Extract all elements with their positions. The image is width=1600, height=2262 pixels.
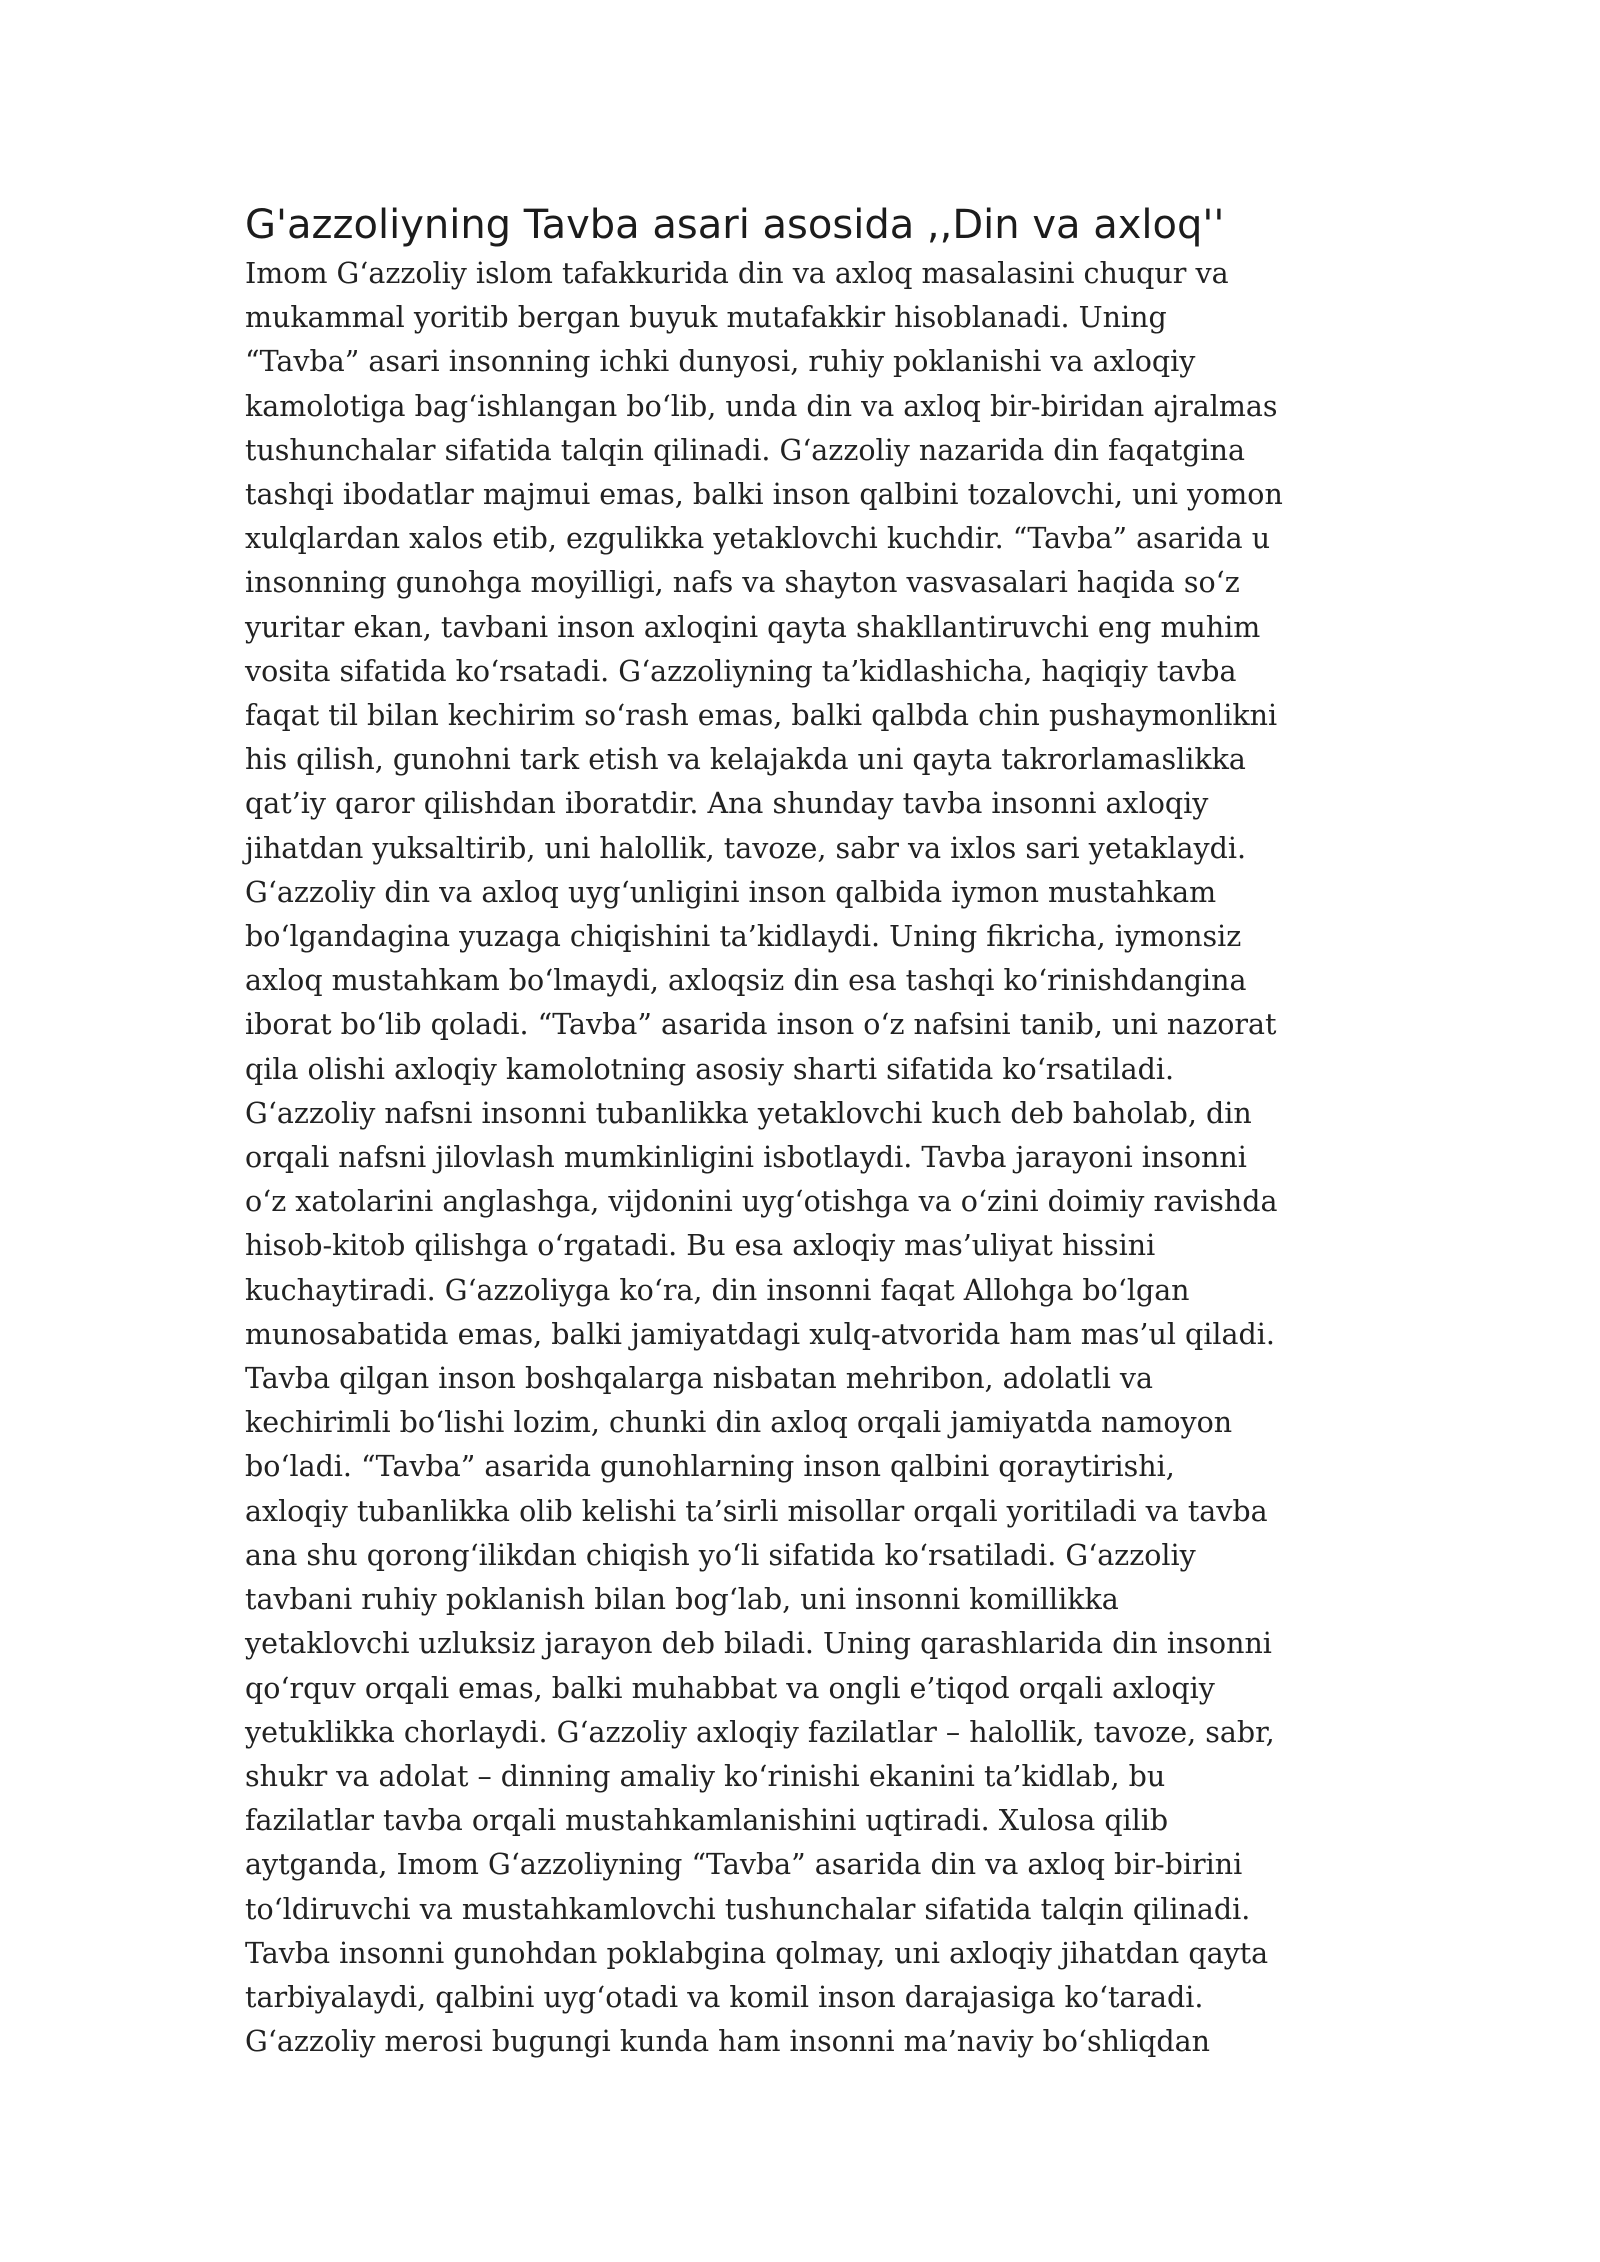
text-line: vosita sifatida ko‘rsatadi. G‘azzoliyning ta’kidlashicha, haqiqiy tavba	[245, 654, 1237, 688]
text-line: xulqlardan xalos etib, ezgulikka yetaklovchi kuchdir. “Tavba” asarida u	[245, 522, 1271, 556]
text-line: orqali nafsni jilovlash mumkinligini isbotlaydi. Tavba jarayoni insonni	[245, 1141, 1247, 1175]
text-line: ana shu qorong‘ilikdan chiqish yo‘li sifatida ko‘rsatiladi. G‘azzoliy	[245, 1538, 1196, 1572]
text-line: hisob-kitob qilishga o‘rgatadi. Bu esa axloqiy mas’uliyat hissini	[245, 1229, 1156, 1263]
text-line: axloq mustahkam bo‘lmaydi, axloqsiz din esa tashqi ko‘rinishdangina	[245, 964, 1247, 998]
text-line: qat’iy qaror qilishdan iboratdir. Ana shunday tavba insonni axloqiy	[245, 787, 1209, 821]
text-line: bo‘ladi. “Tavba” asarida gunohlarning inson qalbini qoraytirishi,	[245, 1450, 1175, 1484]
document-body	[245, 252, 1390, 2064]
text-line: yetaklovchi uzluksiz jarayon deb biladi. Uning qarashlarida din insonni	[245, 1627, 1272, 1661]
text-line: yuritar ekan, tavbani inson axloqini qayta shakllantiruvchi eng muhim	[245, 610, 1261, 644]
text-line: G‘azzoliy nafsni insonni tubanlikka yetaklovchi kuch deb baholab, din	[245, 1096, 1252, 1130]
text-line: kechirimli bo‘lishi lozim, chunki din axloq orqali jamiyatda namoyon	[245, 1406, 1233, 1440]
text-line: fazilatlar tavba orqali mustahkamlanishini uqtiradi. Xulosa qilib	[245, 1804, 1169, 1838]
text-line: munosabatida emas, balki jamiyatdagi xulq-atvorida ham mas’ul qiladi.	[245, 1317, 1275, 1351]
document-content	[245, 198, 1390, 2064]
text-line: aytganda, Imom G‘azzoliyning “Tavba” asarida din va axloq bir-birini	[245, 1848, 1243, 1882]
text-line: Tavba insonni gunohdan poklabgina qolmay, uni axloqiy jihatdan qayta	[245, 1936, 1269, 1970]
text-line: shukr va adolat – dinning amaliy ko‘rinishi ekanini ta’kidlab, bu	[245, 1759, 1166, 1793]
text-line: tarbiyalaydi, qalbini uyg‘otadi va komil inson darajasiga ko‘taradi.	[245, 1980, 1204, 2014]
text-line: “Tavba” asari insonning ichki dunyosi, ruhiy poklanishi va axloqiy	[245, 345, 1196, 379]
text-line: o‘z xatolarini anglashga, vijdonini uyg‘otishga va o‘zini doimiy ravishda	[245, 1185, 1278, 1219]
text-line: tashqi ibodatlar majmui emas, balki inson qalbini tozalovchi, uni yomon	[245, 478, 1283, 512]
text-line: tavbani ruhiy poklanish bilan bog‘lab, uni insonni komillikka	[245, 1583, 1119, 1617]
text-line: faqat til bilan kechirim so‘rash emas, balki qalbda chin pushaymonlikni	[245, 699, 1278, 733]
text-line: axloqiy tubanlikka olib kelishi ta’sirli misollar orqali yoritiladi va tavba	[245, 1494, 1268, 1528]
text-line: G‘azzoliy din va axloq uyg‘unligini inson qalbida iymon mustahkam	[245, 875, 1217, 909]
text-line: yetuklikka chorlaydi. G‘azzoliy axloqiy fazilatlar – halollik, tavoze, sabr,	[245, 1715, 1275, 1749]
text-line: kamolotiga bag‘ishlangan bo‘lib, unda din va axloq bir-biridan ajralmas	[245, 389, 1278, 423]
text-line: Tavba qilgan inson boshqalarga nisbatan mehribon, adolatli va	[245, 1362, 1154, 1396]
text-line: Imom G‘azzoliy islom tafakkurida din va axloq masalasini chuqur va	[245, 257, 1229, 290]
document-title: G'azzoliyning Tavba asari asosida ,,Din va axloq''	[245, 202, 1225, 248]
text-line: qila olishi axloqiy kamolotning asosiy sharti sifatida ko‘rsatiladi.	[245, 1052, 1175, 1086]
text-line: G‘azzoliy merosi bugungi kunda ham insonni ma’naviy bo‘shliqdan	[245, 2025, 1210, 2059]
text-line: his qilish, gunohni tark etish va kelajakda uni qayta takrorlamaslikka	[245, 743, 1246, 777]
text-line: to‘ldiruvchi va mustahkamlovchi tushunchalar sifatida talqin qilinadi.	[245, 1892, 1251, 1926]
text-line: qo‘rquv orqali emas, balki muhabbat va ongli e’tiqod orqali axloqiy	[245, 1671, 1215, 1705]
text-line: jihatdan yuksaltirib, uni halollik, tavoze, sabr va ixlos sari yetaklaydi.	[245, 831, 1247, 865]
text-line: iborat bo‘lib qoladi. “Tavba” asarida inson o‘z nafsini tanib, uni nazorat	[245, 1008, 1277, 1042]
text-line: bo‘lgandagina yuzaga chiqishini ta’kidlaydi. Uning fikricha, iymonsiz	[245, 920, 1242, 954]
text-line: kuchaytiradi. G‘azzoliyga ko‘ra, din insonni faqat Allohga bo‘lgan	[245, 1273, 1190, 1307]
text-line: mukammal yoritib bergan buyuk mutafakkir hisoblanadi. Uning	[245, 301, 1167, 335]
text-line: tushunchalar sifatida talqin qilinadi. G‘azzoliy nazarida din faqatgina	[245, 433, 1245, 467]
text-line: insonning gunohga moyilligi, nafs va shayton vasvasalari haqida so‘z	[245, 566, 1240, 600]
